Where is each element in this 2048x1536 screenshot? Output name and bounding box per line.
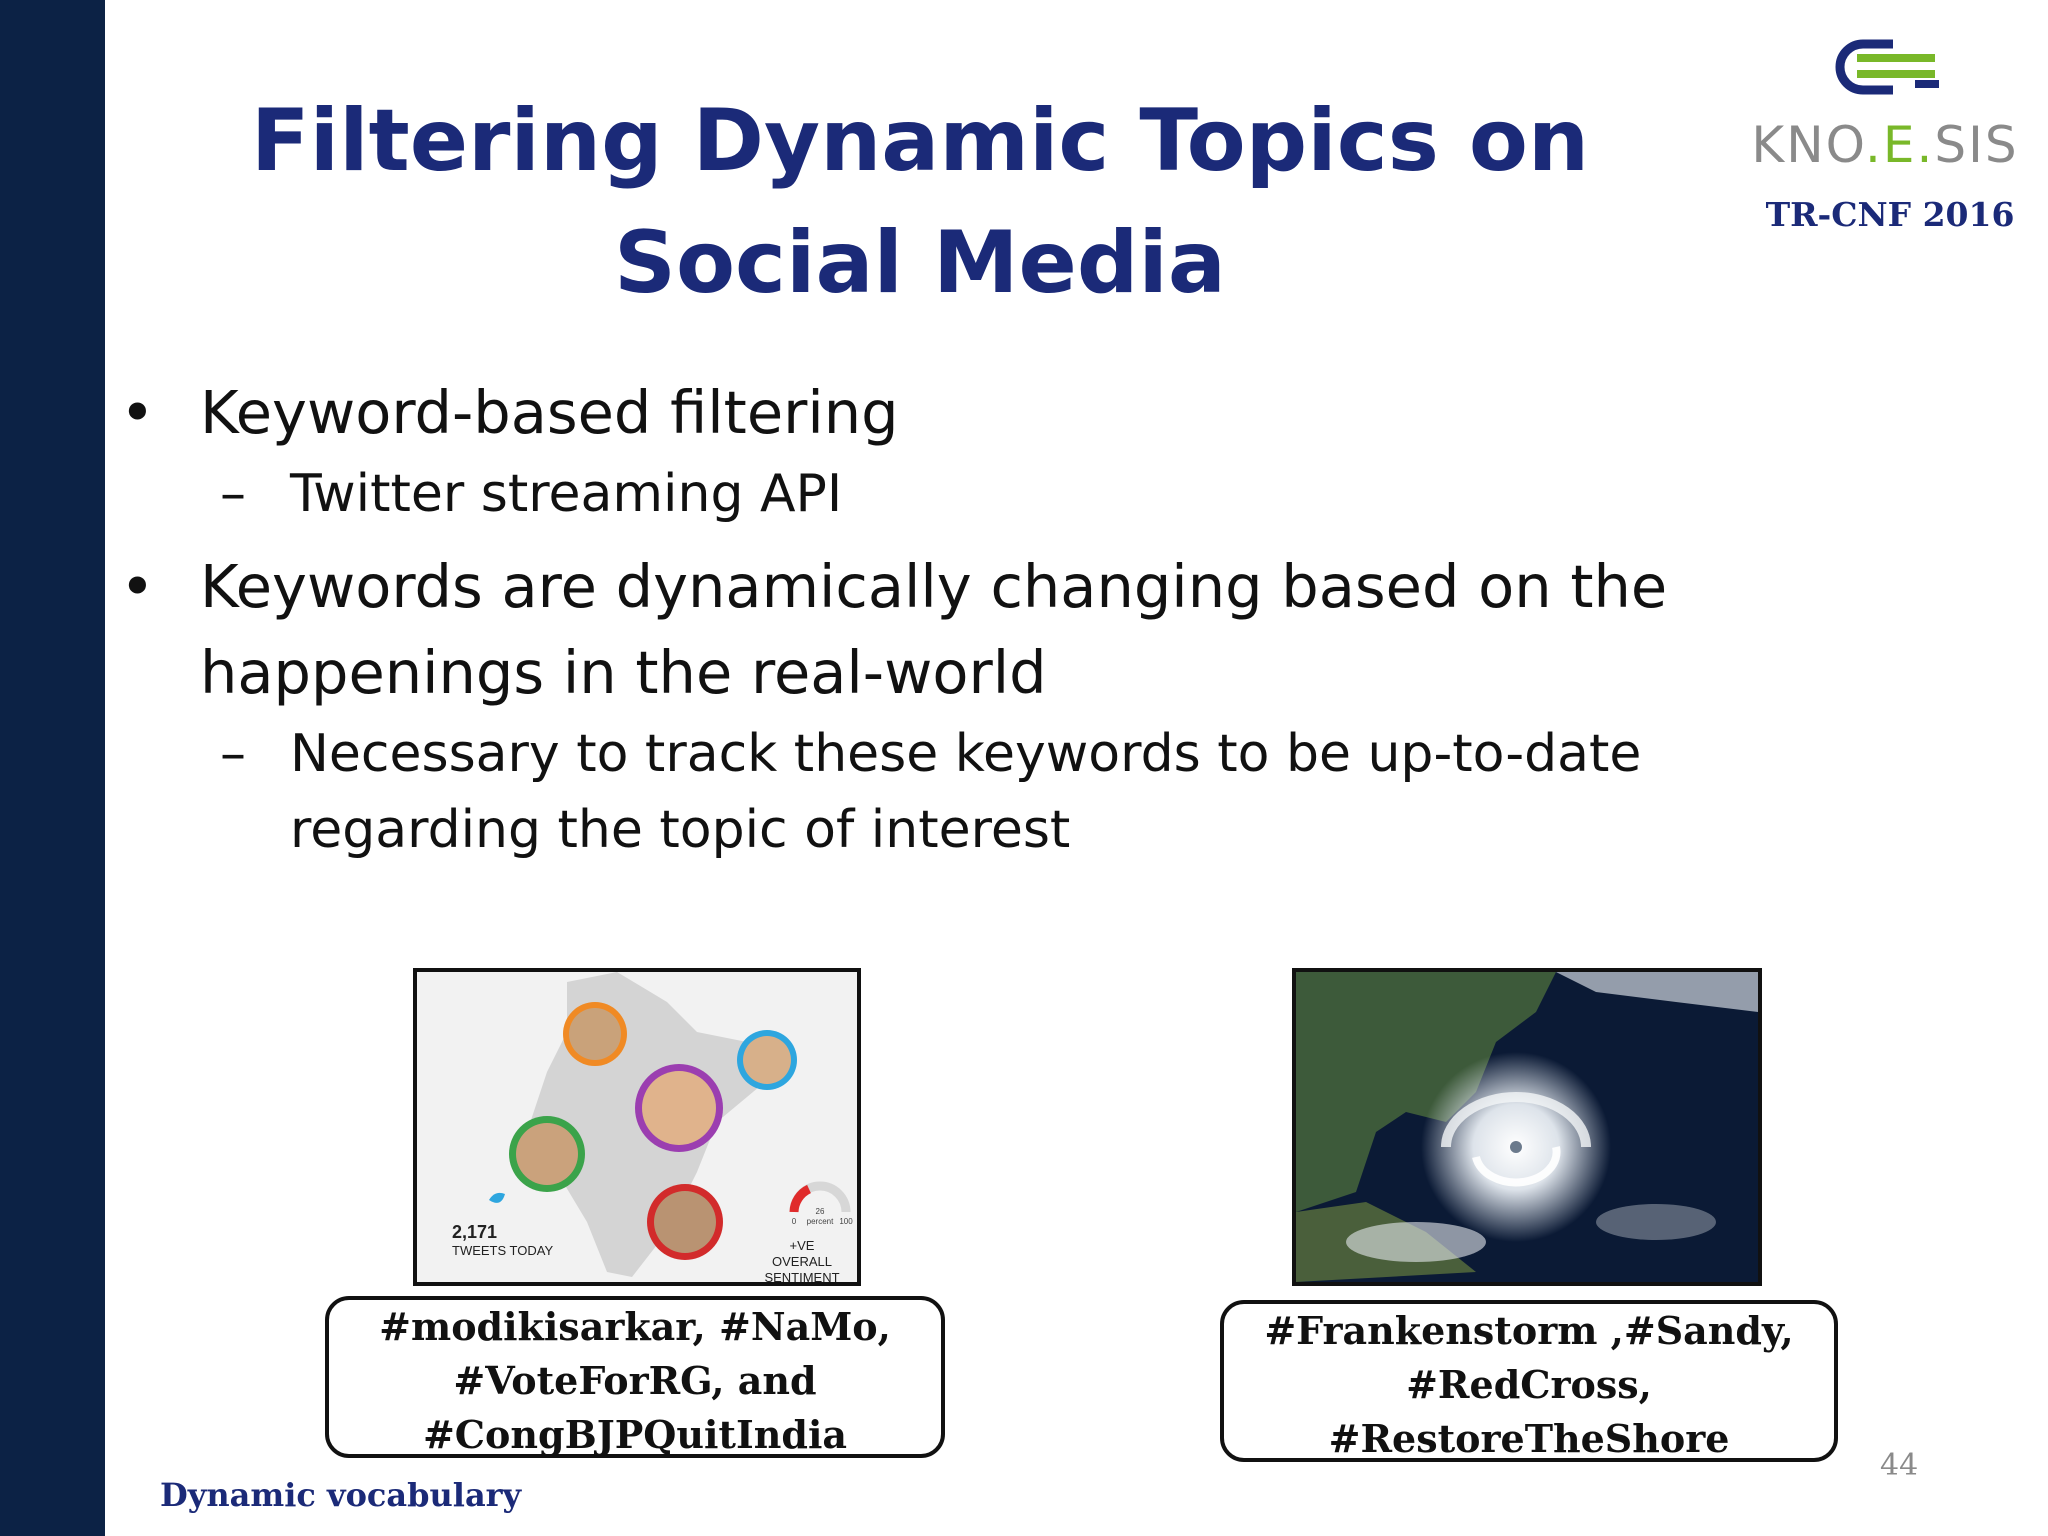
tweet-stats (452, 1222, 553, 1258)
hashtag-line: #CongBJPQuitIndia (422, 1412, 848, 1457)
left-hashtag-box (325, 1296, 945, 1458)
hashtag-line: #RestoreTheShore (1328, 1416, 1730, 1461)
hashtag-line: #RedCross, (1406, 1362, 1652, 1407)
knoesis-logo (1740, 38, 2030, 178)
tweets-label: TWEETS TODAY (452, 1243, 554, 1258)
bullet-text: Keyword-based filtering (200, 378, 899, 447)
sub-bullet-text: Necessary to track these keywords to be up-to-date regarding the topic of interest (290, 724, 1642, 860)
hashtag-line: #Frankenstorm ,#Sandy, (1264, 1308, 1794, 1353)
sub-bullet-dash: – (220, 724, 246, 784)
india-election-map-image (413, 968, 861, 1286)
bullet-dot: • (120, 552, 155, 621)
sub-bullet-dash: – (220, 464, 246, 524)
svg-text:percent: percent (806, 1217, 834, 1226)
bullet-dot: • (120, 378, 155, 447)
bullet-list (120, 370, 1880, 880)
footer-label: Dynamic vocabulary (160, 1476, 522, 1514)
knoesis-e-logo-icon (1835, 38, 1945, 98)
svg-text:0: 0 (791, 1217, 797, 1226)
svg-text:100: 100 (839, 1217, 853, 1226)
conference-label: TR-CNF 2016 (1765, 195, 2015, 234)
hurricane-satellite-image (1292, 968, 1762, 1286)
logo-wordmark: KNO.E.SIS (1751, 116, 2019, 174)
sidebar-band (0, 0, 105, 1536)
sentiment-label: +VE OVERALL SENTIMENT (764, 1238, 840, 1285)
hashtag-line: #VoteForRG, and (453, 1358, 817, 1403)
page-number: 44 (1880, 1448, 1919, 1483)
slide-title: Filtering Dynamic Topics on Social Media (250, 91, 1590, 313)
tweets-count: 2,171 (452, 1222, 498, 1242)
bullet-text: Keywords are dynamically changing based on the happenings in the real-world (200, 552, 1668, 707)
sub-bullet-item (120, 716, 1880, 868)
bullet-item (120, 370, 1880, 456)
sub-bullet-text: Twitter streaming API (290, 464, 843, 524)
right-hashtag-box (1220, 1300, 1838, 1462)
svg-text:26: 26 (815, 1207, 825, 1216)
bullet-item (120, 544, 1880, 716)
sub-bullet-item (120, 456, 1880, 532)
hashtag-line: #modikisarkar, #NaMo, (379, 1304, 891, 1349)
